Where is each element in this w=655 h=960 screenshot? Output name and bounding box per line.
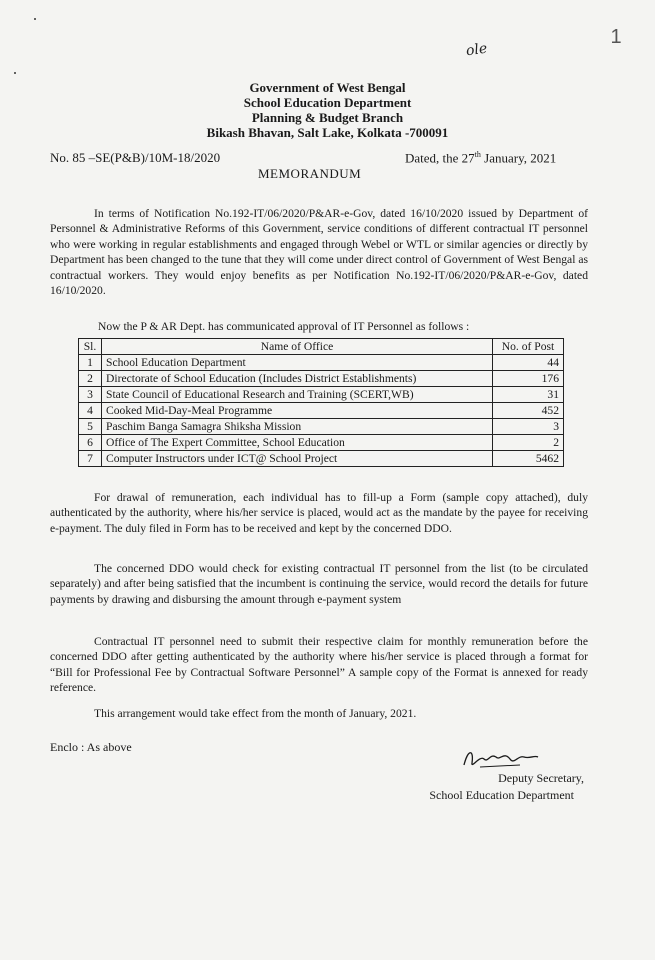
cell-sl: 6 — [79, 435, 102, 451]
cell-office: Cooked Mid-Day-Meal Programme — [102, 403, 493, 419]
signatory-designation: Deputy Secretary, — [498, 771, 584, 785]
cell-sl: 4 — [79, 403, 102, 419]
speck-mark — [34, 18, 36, 20]
speck-mark — [14, 72, 16, 74]
table-row — [79, 403, 564, 419]
page-number: 1 — [610, 26, 622, 48]
table-row — [79, 419, 564, 435]
date-prefix: Dated, the 27 — [405, 150, 475, 166]
memo-date — [405, 150, 556, 166]
table-row — [79, 451, 564, 467]
cell-sl: 1 — [79, 355, 102, 371]
paragraph-notification — [50, 206, 588, 298]
cell-posts: 5462 — [493, 451, 564, 467]
cell-posts: 176 — [493, 371, 564, 387]
table-header-row — [79, 339, 564, 355]
cell-office: Computer Instructors under ICT@ School Project — [102, 451, 493, 467]
cell-sl: 5 — [79, 419, 102, 435]
cell-sl: 7 — [79, 451, 102, 467]
paragraph-approval: Now the P & AR Dept. has communicated approval of IT Personnel as follows : — [98, 320, 470, 333]
table-row — [79, 435, 564, 451]
cell-sl: 3 — [79, 387, 102, 403]
offices-table — [78, 338, 564, 467]
signature-scribble — [460, 745, 540, 773]
table-row — [79, 355, 564, 371]
cell-sl: 2 — [79, 371, 102, 387]
handwritten-initials: ole — [464, 40, 489, 60]
header-sl: Sl. — [79, 339, 102, 355]
cell-office: Paschim Banga Samagra Shiksha Mission — [102, 419, 493, 435]
letterhead-address: Bikash Bhavan, Salt Lake, Kolkata -700091 — [206, 125, 449, 140]
paragraph-ddo-check — [50, 561, 588, 607]
paragraph-remuneration — [50, 490, 588, 536]
paragraph-claim — [50, 634, 588, 696]
cell-posts: 44 — [493, 355, 564, 371]
letterhead-department: School Education Department — [243, 95, 412, 110]
letterhead-branch: Planning & Budget Branch — [251, 110, 404, 125]
cell-posts: 452 — [493, 403, 564, 419]
date-suffix: January, 2021 — [480, 150, 557, 166]
memo-number: No. 85 –SE(P&B)/10M-18/2020 — [50, 150, 221, 165]
table-row — [79, 371, 564, 387]
cell-office: Directorate of School Education (Includes District Establishments) — [102, 371, 493, 387]
date-ordinal: th — [474, 150, 481, 159]
letterhead — [0, 80, 655, 140]
cell-office: Office of The Expert Committee, School Education — [102, 435, 493, 451]
signatory-department: School Education Department — [429, 788, 574, 802]
cell-office: School Education Department — [102, 355, 493, 371]
paragraph-ddo-check-text: The concerned DDO would check for existing contractual IT personnel from the list (to be circulated separately) and after being satisfied that the incumbent is continuing the service, would record the details for future payments by drawing and disbursing the amount through e-payment system — [50, 562, 588, 606]
paragraph-claim-text: Contractual IT personnel need to submit their respective claim for monthly remuneration before the concerned DDO after getting authenticated by the authority where his/her service is placed through a format for “Bill for Professional Fee by Contractual Software Personnel” A sample copy of the Format is annexed for ready reference. — [50, 635, 588, 695]
paragraph-remuneration-text: For drawal of remuneration, each individual has to fill-up a Form (sample copy attached), duly authenticated by the authority, where his/her service is placed, would act as the mandate by the payee for receiving e-payment. The duly filed in Form has to be received and kept by the concerned DDO. — [50, 491, 588, 535]
paragraph-effect-text: This arrangement would take effect from the month of January, 2021. — [94, 707, 417, 720]
enclosure-note: Enclo : As above — [50, 740, 132, 754]
letterhead-government: Government of West Bengal — [249, 80, 406, 95]
memo-title: MEMORANDUM — [258, 166, 362, 181]
table-row — [79, 387, 564, 403]
paragraph-notification-text: In terms of Notification No.192-IT/06/2020/P&AR-e-Gov, dated 16/10/2020 issued by Department of Personnel & Administrative Reforms of this Government, service conditions of different contractual IT personnel who were working in regular establishments and engaged through Webel or WTL or similar agencies or directly by Department has been changed to the tune that they will come under direct control of Government of West Bengal as contractual workers. They would enjoy benefits as per Notification No.192-IT/06/2020/P&AR-e-Gov, dated 16/10/2020. — [50, 207, 588, 298]
cell-posts: 31 — [493, 387, 564, 403]
cell-posts: 2 — [493, 435, 564, 451]
header-posts: No. of Post — [493, 339, 564, 355]
cell-posts: 3 — [493, 419, 564, 435]
paragraph-effect — [50, 706, 588, 721]
cell-office: State Council of Educational Research and Training (SCERT,WB) — [102, 387, 493, 403]
signature-block — [380, 770, 610, 804]
header-name: Name of Office — [102, 339, 493, 355]
